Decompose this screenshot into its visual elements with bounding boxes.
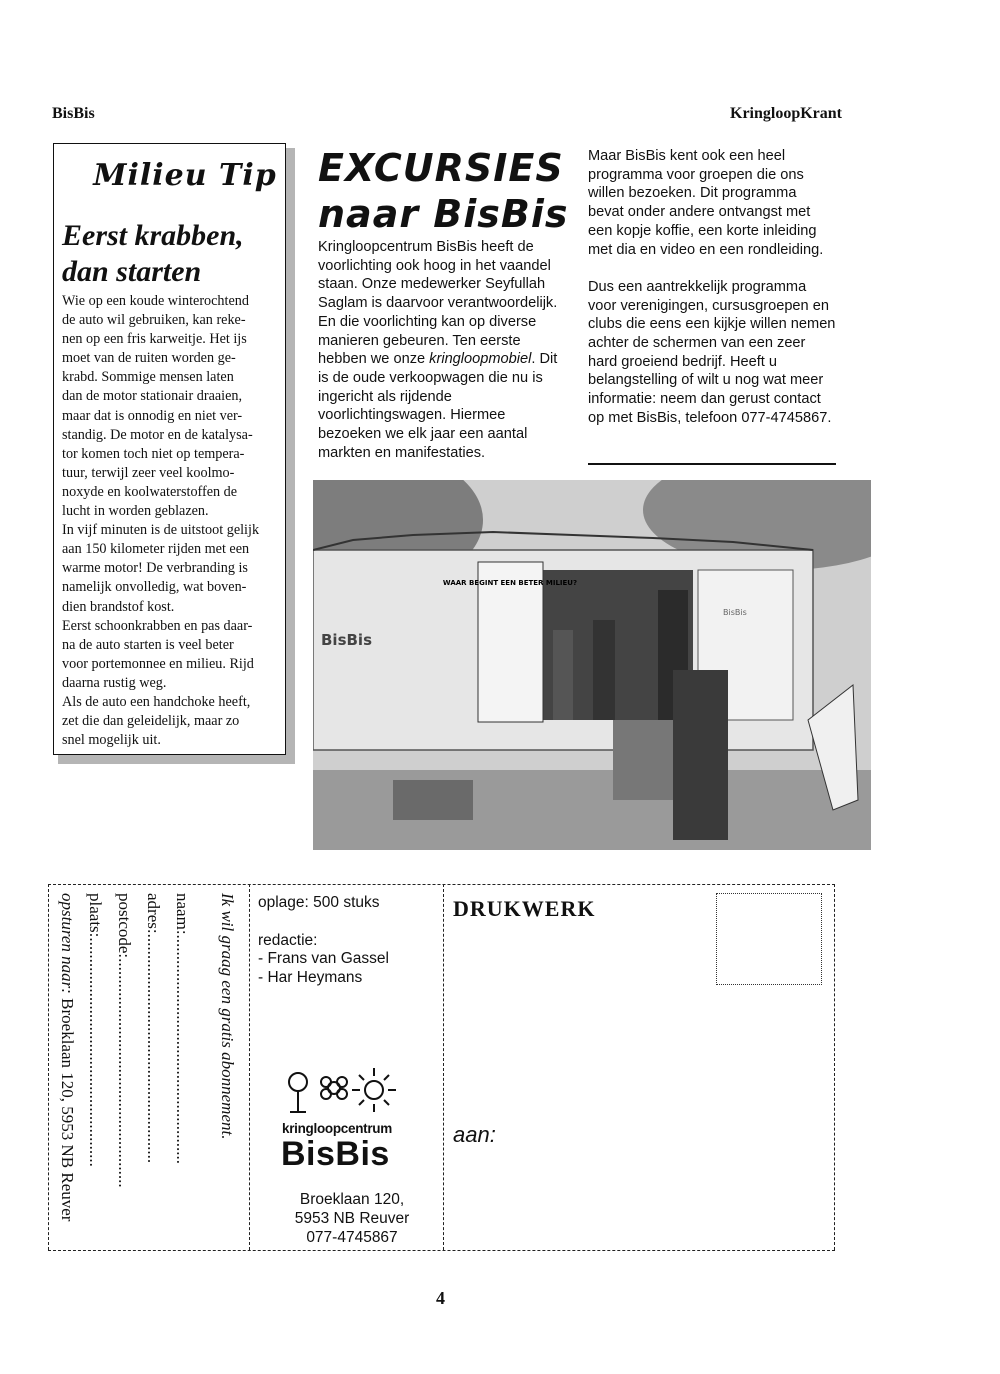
brand-big: BisBis — [281, 1135, 390, 1173]
form-opsturen — [57, 893, 77, 1221]
brand-small: kringloopcentrum — [282, 1121, 392, 1136]
tip-body: Wie op een koude winterochtend de auto wil gebruiken, kan reke- nen op een fris karweitje. Het ijs moet van de ruiten worden ge- krabd. Sommige mensen laten dan de motor stationair draaien, maar dat is onnodig en niet ver- standig. De motor en de katalysa- tor komen toch niet op tempera- tuur, terwijl zeer veel koolmo- noxyde en koolwaterstoffen de lucht in worden geblazen. In vijf minuten is de uitstoot gelijk aan 150 kilometer rijden met een warme motor! De verbranding is namelijk onvolledig, wat boven- dien brandstof kost. Eerst schoonkrabben en pas daar- na de auto starten is veel beter voor portemonnee en milieu. Rijd daarna rustig weg. Als de auto een handchoke heeft, zet die dan geleidelijk, maar zo snel mogelijk uit. — [62, 293, 260, 749]
tip-title: Milieu Tip — [93, 158, 277, 193]
page-number: 4 — [436, 1288, 445, 1308]
person-2 — [673, 670, 728, 840]
form-adres-dots: ...................................................... — [144, 933, 163, 1164]
form-naam-label: naam: — [173, 893, 192, 935]
form-plaats-label: plaats: — [86, 893, 105, 938]
photo-kringloopmobiel — [313, 480, 871, 850]
card-phone: 077-4745867 — [306, 1229, 398, 1246]
article-title — [318, 145, 578, 237]
photo-side-logo: BisBis — [321, 631, 373, 649]
aan-label: aan: — [453, 1122, 496, 1147]
article-right-body: Maar BisBis kent ook een heel programma voor groepen die ons willen bezoeken. Dit programma bevat onder andere ontvangst met een kopje koffie, een korte inleiding met dia en video en een rondleiding. Dus een aantrekkelijk programma voor verenigingen, cursusgroepen en clubs die eens een kijkje willen nemen achter de schermen van een zeer hard groeiend bedrijf. Heeft u belangstelling of wilt u nog wat meer informatie: neem dan gerust contact op met BisBis, telefoon 077-4745867. — [588, 148, 836, 426]
tip-shadow-bottom — [58, 755, 295, 764]
card-redactie-label: redactie: — [258, 932, 318, 949]
header-right: KringloopKrant — [730, 105, 843, 122]
right-column-rule — [588, 463, 836, 465]
header-left: BisBis — [52, 105, 95, 122]
form-naam-dots: ...................................................... — [173, 934, 192, 1165]
stamp-box — [716, 893, 822, 985]
article-title-line2: naar BisBis — [318, 192, 569, 236]
card-divider-1 — [249, 884, 250, 1250]
crate — [393, 780, 473, 820]
article-body-part2: . Dit is de oude verkoopwagen die nu is ingericht als rijdende voorlichtingswagen. Hiermee bezoeken we elk jaar een aantal markten en manifestaties. — [318, 351, 558, 461]
card-border-right — [834, 884, 835, 1250]
card-address — [262, 1190, 442, 1247]
card-border-bottom — [48, 1250, 835, 1251]
drukwerk-label: DRUKWERK — [453, 896, 596, 921]
tip-headline-2: dan starten — [62, 255, 202, 288]
form-adres-label: adres: — [144, 893, 163, 934]
photo-door-logo: BisBis — [723, 608, 747, 617]
card-address-line1: Broeklaan 120, — [299, 1191, 405, 1208]
bisbis-logo-icon — [282, 1064, 412, 1122]
card-divider-2 — [443, 884, 444, 1250]
tip-headline-1: Eerst krabben, — [62, 219, 244, 252]
form-opsturen-address: Broeklaan 120, 5953 NB Reuver — [58, 998, 77, 1222]
card-border-left — [48, 884, 49, 1250]
card-redacteur-2: - Har Heymans — [258, 969, 363, 986]
form-postcode-label: postcode: — [115, 893, 134, 959]
article-body-italic: kringloopmobiel — [429, 351, 532, 368]
tip-shadow-right — [286, 148, 295, 764]
photo-illustration — [313, 480, 871, 850]
card-address-line2: 5953 NB Reuver — [294, 1210, 410, 1227]
article-title-line1: EXCURSIES — [318, 146, 564, 190]
article-body — [318, 238, 568, 462]
form-opsturen-label: opsturen naar: — [58, 893, 77, 994]
form-plaats-dots: ...................................................... — [86, 937, 105, 1167]
form-postcode-dots: ...................................................... — [115, 958, 134, 1188]
form-adres[interactable] — [143, 893, 163, 1163]
person-4 — [553, 630, 573, 720]
form-heading: Ik wil graag een gratis abonnement. — [218, 893, 237, 1140]
article-body-part1: Kringloopcentrum BisBis heeft de voorlichting ook hoog in het vaandel staan. Onze medewerker Seyfullah Saglam is daarvoor verantwoordelijk. En die voorlichting kan op diverse manieren gebeuren. Ten eerste hebben we onze — [318, 239, 558, 368]
form-postcode[interactable] — [114, 893, 134, 1188]
card-redacteur-1: - Frans van Gassel — [258, 950, 389, 967]
card-border-top — [48, 884, 835, 885]
photo-sign-text: WAAR BEGINT EEN BETER MILIEU? — [442, 579, 578, 587]
card-oplage: oplage: 500 stuks — [258, 894, 380, 911]
person-3 — [593, 620, 615, 720]
form-naam[interactable] — [172, 893, 192, 1164]
form-plaats[interactable] — [85, 893, 105, 1167]
